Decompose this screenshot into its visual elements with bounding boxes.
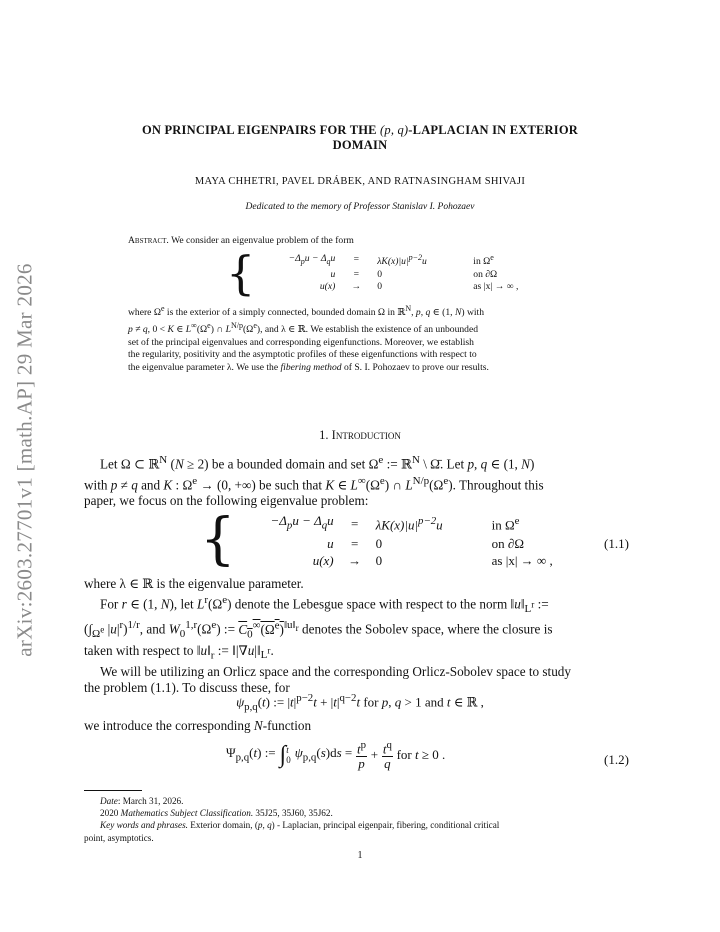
abstract <box>128 235 595 248</box>
eq-domain: in $\Omega^e$ <box>491 515 520 533</box>
abstract-line-5: the eigenvalue parameter λ. We use the fibering method of S. I. Pohozaev to prove our results. <box>128 361 489 373</box>
paper-title <box>0 123 720 153</box>
intro-line-8: We will be utilizing an Orlicz space and the corresponding Orlicz-Sobolev space to study <box>100 663 571 679</box>
intro-line-10: we introduce the corresponding N-function <box>84 718 312 733</box>
intro-line-9: the problem (1.1). To discuss these, for <box>84 679 290 695</box>
intro-line-5: For r ∈ (1, N), let $L^r(\Omega^e)$ denote the Lebesgue space with respect to the norm $‖u‖_{L^r}$ := <box>100 594 549 616</box>
abstract-equation: { $-\Delta_pu - \Delta_qu$ = $\lambda K(x)|u|^{p-2}u$ in $\Omega^e$ u = 0 on ∂Ω u(x) → 0 as |x| → ∞ , <box>226 252 563 294</box>
title-line-2: DOMAIN <box>332 138 388 152</box>
abstract-intro: We consider an eigenvalue problem of the form <box>171 235 354 246</box>
dedication: Dedicated to the memory of Professor Stanislav I. Pohozaev <box>245 202 475 212</box>
footnote-keywords-cont: point, asymptotics. <box>84 832 154 843</box>
intro-paragraph-3 <box>84 718 636 734</box>
arxiv-identifier <box>4 245 46 675</box>
abstract-label: Abstract. <box>128 235 169 246</box>
equation-1-2: $\Psi_{p,q}(t)$ := ∫ t 0 $\psi_{p,q}(s)ds$ = $\frac{t^p}{p}$ + $\frac{t^q}{q}$ for t ≥ 0 . <box>226 739 446 772</box>
intro-paragraph-1 <box>84 452 636 509</box>
eq-lhs: $-\Delta_pu - \Delta_qu$ <box>270 513 334 532</box>
footnote-keywords: Key words and phrases. Exterior domain, (p, q) - Laplacian, principal eigenpair, fibering, conditional critical <box>100 820 500 831</box>
footnotes <box>84 795 636 844</box>
intro-line-7: taken with respect to $‖u‖_r$ := $‖|\nabla u|‖_{L^r}$. <box>84 642 274 662</box>
footnote-rule <box>84 790 142 791</box>
eq-domain: in $\Omega^e$ <box>473 253 494 268</box>
intro-paragraph-2 <box>84 576 636 696</box>
intro-line-4: where λ ∈ ℝ is the eigenvalue parameter. <box>84 576 304 591</box>
eq-domain: as |x| → ∞ , <box>473 281 519 293</box>
abstract-line-3: set of the principal eigenvalues and corresponding eigenfunctions. Moreover, we establish <box>128 336 474 348</box>
eq-lhs: u(x) <box>319 281 336 293</box>
eq-lhs: u <box>330 268 336 280</box>
equation-number-1-1: (1.1) <box>604 536 629 551</box>
intro-line-2: with p ≠ q and K : $\Omega^e \to (0$, +∞) be such that K ∈ $L^\infty(\Omega^e)$ ∩ $L^{N/p}(\Omega^e)$. Throughout this <box>84 474 544 492</box>
intro-line-3: paper, we focus on the following eigenvalue problem: <box>84 493 369 509</box>
eq-lhs: u(x) <box>312 552 334 568</box>
intro-line-6: ($\int_{\Omega^e}$ $|u|^r)^{1/r}$, and $W_0^{1,r}(\Omega^e)$ := $C_0^\infty(\Omega^e)^{‖u‖_r}$ denotes the Sobolev space, where the closure is <box>84 619 553 641</box>
abstract-body <box>128 303 595 374</box>
equation-1-1: { $-\Delta_pu - \Delta_qu$ = $\lambda K(x)|u|^{p-2}u$ in $\Omega^e$ u = 0 on ∂Ω u(x) → 0 as |x| → ∞ , <box>200 512 612 569</box>
footnote-msc: 2020 Mathematics Subject Classification. 35J25, 35J60, 35J62. <box>100 808 333 819</box>
footnote-date: Date: March 31, 2026. <box>100 796 184 806</box>
eq-domain: on ∂Ω <box>491 535 524 551</box>
abstract-line-1: where $\Omega^e$ is the exterior of a simply connected, bounded domain Ω in ℝ$^N$, p, q ∈ (1, N) with <box>128 304 485 319</box>
arxiv-identifier-text: arXiv:2603.27701v1 [math.AP] 29 Mar 2026 <box>12 263 37 657</box>
abstract-line-2: p ≠ q, 0 < K ∈ $L^\infty(\Omega^e)$ ∩ $L^{N/p}(\Omega^e)$, and λ ∈ ℝ. We establish the existence of an unbounded <box>128 320 479 335</box>
eq-rhs: $\lambda K(x)|u|^{p-2}u$ <box>377 253 427 268</box>
left-brace-symbol: { <box>200 507 236 573</box>
eq-domain: on ∂Ω <box>473 268 498 280</box>
left-brace-symbol: { <box>226 246 256 300</box>
eq-rhs: $\lambda K(x)|u|^{p-2}u$ <box>375 515 443 533</box>
authors: MAYA CHHETRI, PAVEL DRÁBEK, AND RATNASINGHAM SHIVAJI <box>194 176 526 187</box>
title-line-1: ON PRINCIPAL EIGENPAIRS FOR THE (p, q)-LAPLACIAN IN EXTERIOR <box>141 123 578 137</box>
equation-psi: $\psi_{p,q}(t)$ := $|t|^{p-2}t + |t|^{q-2}t$ for p, q > 1 and t ∈ ℝ , <box>236 692 484 713</box>
eq-lhs: $-\Delta_pu - \Delta_qu$ <box>288 252 336 266</box>
section-heading: 1. Introduction <box>319 428 401 442</box>
page-number: 1 <box>357 850 363 861</box>
eq-domain: as |x| → ∞ , <box>491 552 553 568</box>
intro-line-1: Let Ω ⊂ ℝ$^N$ (N ≥ 2) be a bounded domain and set $\Omega^e$ := ℝ$^N$ \ Ω̄. Let p, q ∈ (1, N) <box>100 454 535 472</box>
eq-lhs: u <box>327 535 334 551</box>
equation-number-1-2: (1.2) <box>604 752 629 767</box>
abstract-line-4: the regularity, positivity and the asymptotic profiles of these eigenfunctions with respect to <box>128 349 477 361</box>
